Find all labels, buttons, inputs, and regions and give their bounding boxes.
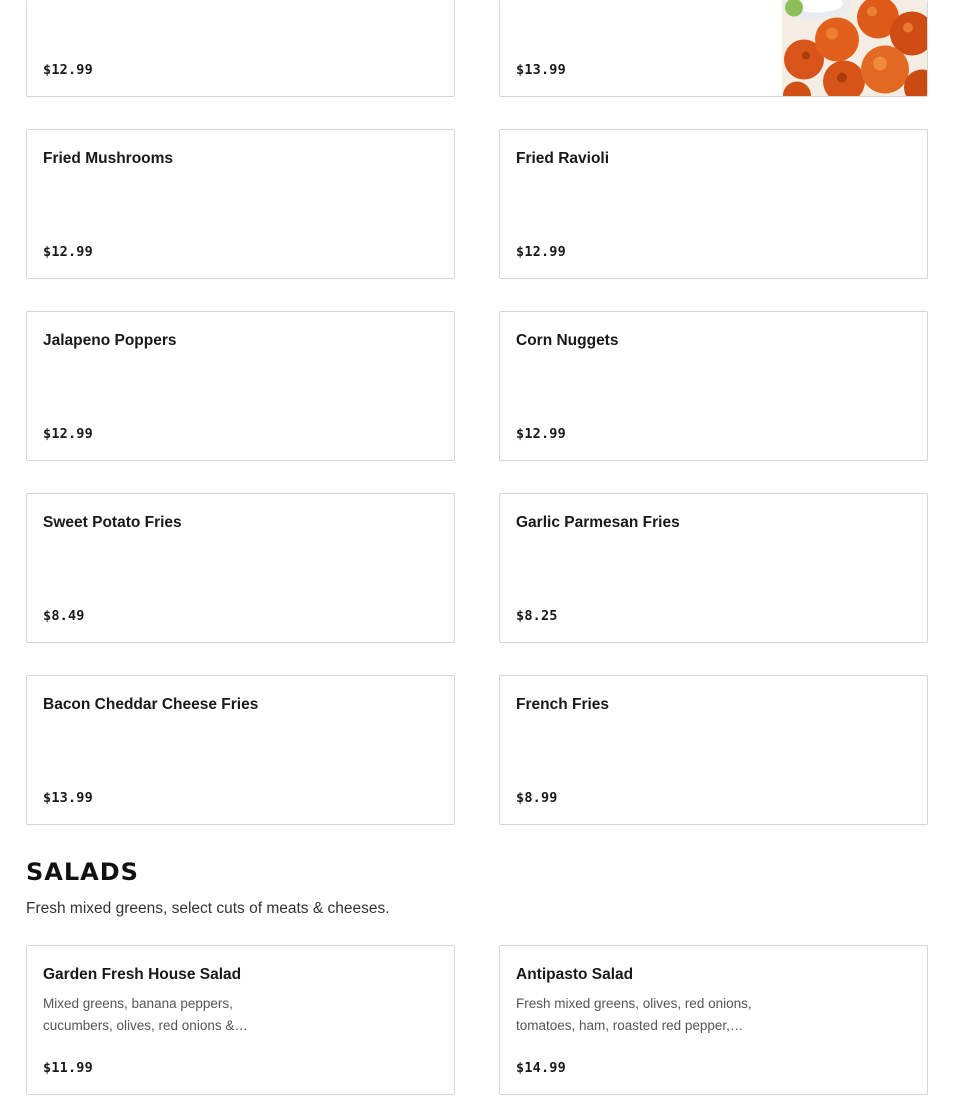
menu-item-card[interactable] <box>26 311 455 461</box>
section-title: SALADS <box>26 858 139 886</box>
item-name: Corn Nuggets <box>516 332 619 349</box>
item-price: $12.99 <box>516 426 566 442</box>
item-name: Bacon Cheddar Cheese Fries <box>43 696 259 713</box>
menu-item-card[interactable] <box>499 0 928 97</box>
item-name: French Fries <box>516 696 610 713</box>
item-price: $11.99 <box>43 1060 93 1076</box>
item-description: Mixed greens, banana peppers, cucumbers, olives, red onions &… <box>43 996 248 1033</box>
item-name: Fried Ravioli <box>516 150 610 167</box>
sides-top-row <box>26 0 928 97</box>
item-name: Garden Fresh House Salad <box>43 966 242 983</box>
item-name: Jalapeno Poppers <box>43 332 177 349</box>
item-name: Sweet Potato Fries <box>43 514 182 531</box>
menu-item-card[interactable] <box>499 945 928 1095</box>
menu-item-card[interactable] <box>26 129 455 279</box>
menu-item-card[interactable] <box>26 675 455 825</box>
item-price: $8.99 <box>516 790 558 806</box>
section-description: Fresh mixed greens, select cuts of meats & cheeses. <box>26 900 390 917</box>
menu-item-card[interactable] <box>499 311 928 461</box>
salads-grid <box>26 945 928 1095</box>
menu-item-card[interactable] <box>26 945 455 1095</box>
menu-item-card[interactable] <box>26 493 455 643</box>
sides-grid <box>26 129 928 825</box>
menu-item-card[interactable] <box>499 493 928 643</box>
item-price: $14.99 <box>516 1060 566 1076</box>
item-price: $13.99 <box>516 62 566 78</box>
item-price: $12.99 <box>43 426 93 442</box>
item-price: $12.99 <box>43 62 93 78</box>
item-name: Fried Mushrooms <box>43 150 174 167</box>
item-price: $8.49 <box>43 608 85 624</box>
item-name: Garlic Parmesan Fries <box>516 514 680 531</box>
item-description: Fresh mixed greens, olives, red onions, tomatoes, ham, roasted red pepper,… <box>516 996 752 1033</box>
menu-item-card[interactable] <box>499 675 928 825</box>
chicken-wings-photo <box>782 0 927 96</box>
item-name: Antipasto Salad <box>516 966 634 983</box>
item-price: $13.99 <box>43 790 93 806</box>
item-price: $12.99 <box>516 244 566 260</box>
menu-item-card[interactable] <box>26 0 455 97</box>
item-price: $8.25 <box>516 608 558 624</box>
menu-item-card[interactable] <box>499 129 928 279</box>
item-price: $12.99 <box>43 244 93 260</box>
